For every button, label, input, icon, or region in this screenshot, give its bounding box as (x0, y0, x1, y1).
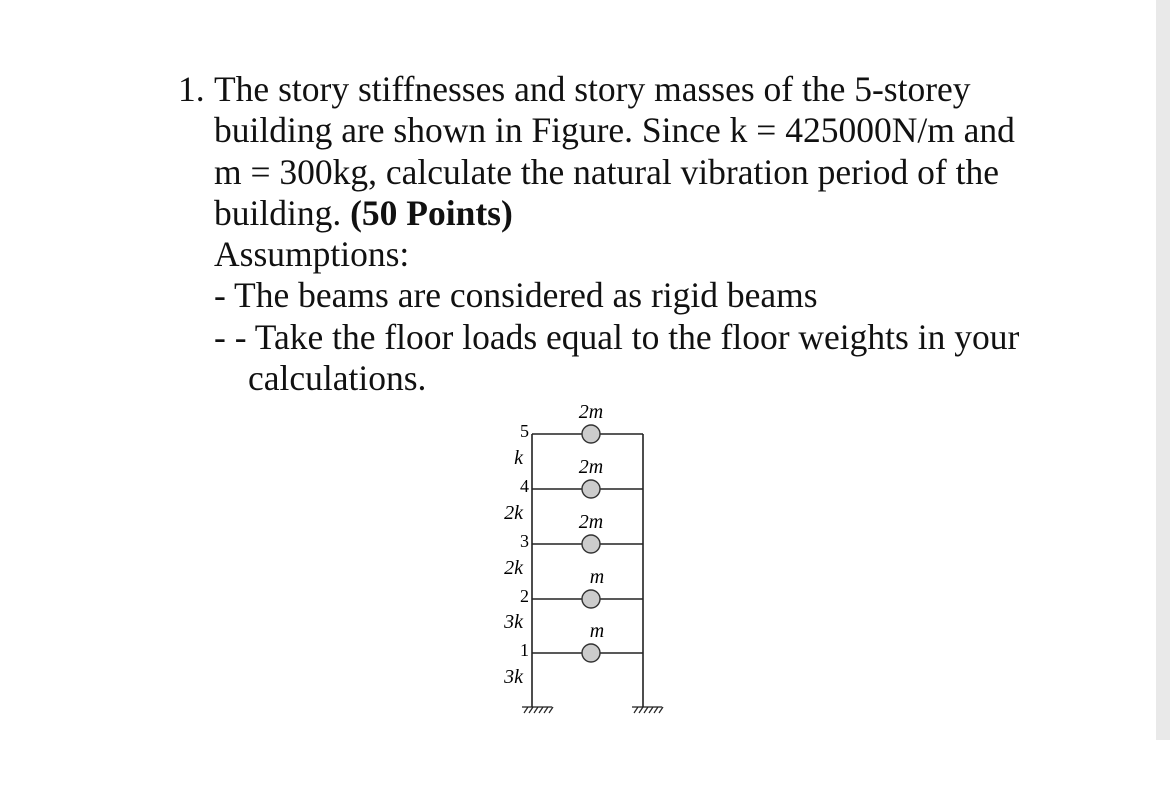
mass-floor-1 (582, 644, 600, 662)
mass-floor-3 (582, 535, 600, 553)
points-label: (50 Points) (350, 192, 513, 233)
question-text-line-1: The story stiffnesses and story masses of the 5-storey (214, 69, 971, 109)
stiffness-label-story-2: 3k (504, 611, 523, 633)
fixed-support-left (522, 707, 553, 713)
level-label-1: 1 (520, 640, 529, 660)
building-frame-figure (490, 395, 680, 725)
mass-floor-5 (582, 425, 600, 443)
level-label-4: 4 (520, 476, 529, 496)
level-label-5: 5 (520, 421, 529, 441)
scrollbar[interactable] (1156, 0, 1170, 740)
stiffness-label-story-4: 2k (504, 502, 523, 524)
mass-label-floor-4: 2m (578, 456, 604, 478)
level-label-3: 3 (520, 531, 529, 551)
assumption-2-line-1: - - Take the floor loads equal to the floor weights in your (214, 316, 1020, 357)
assumption-1: - The beams are considered as rigid beams (214, 275, 818, 316)
question-line-4 (178, 193, 1058, 234)
stiffness-label-story-1: 3k (504, 666, 523, 688)
question-text-line-2: building are shown in Figure. Since k = 425000N/m and (214, 110, 1015, 151)
mass-label-floor-5: 2m (578, 401, 604, 423)
question-block (178, 69, 1058, 399)
stiffness-label-story-3: 2k (504, 557, 523, 579)
question-text-line-4: building. (214, 192, 342, 233)
assumption-2-line-2: calculations. (248, 358, 427, 399)
fixed-support-right (632, 707, 663, 713)
question-line-1 (178, 69, 1058, 110)
mass-label-floor-2: m (589, 566, 605, 588)
question-text-line-3: m = 300kg, calculate the natural vibration period of the (214, 151, 999, 192)
mass-floor-4 (582, 480, 600, 498)
question-number: 1. (178, 69, 205, 109)
stiffness-label-story-5: k (514, 447, 523, 469)
assumptions-label: Assumptions: (214, 234, 410, 275)
mass-label-floor-3: 2m (578, 511, 604, 533)
mass-label-floor-1: m (589, 620, 605, 642)
level-label-2: 2 (520, 586, 529, 606)
mass-floor-2 (582, 590, 600, 608)
